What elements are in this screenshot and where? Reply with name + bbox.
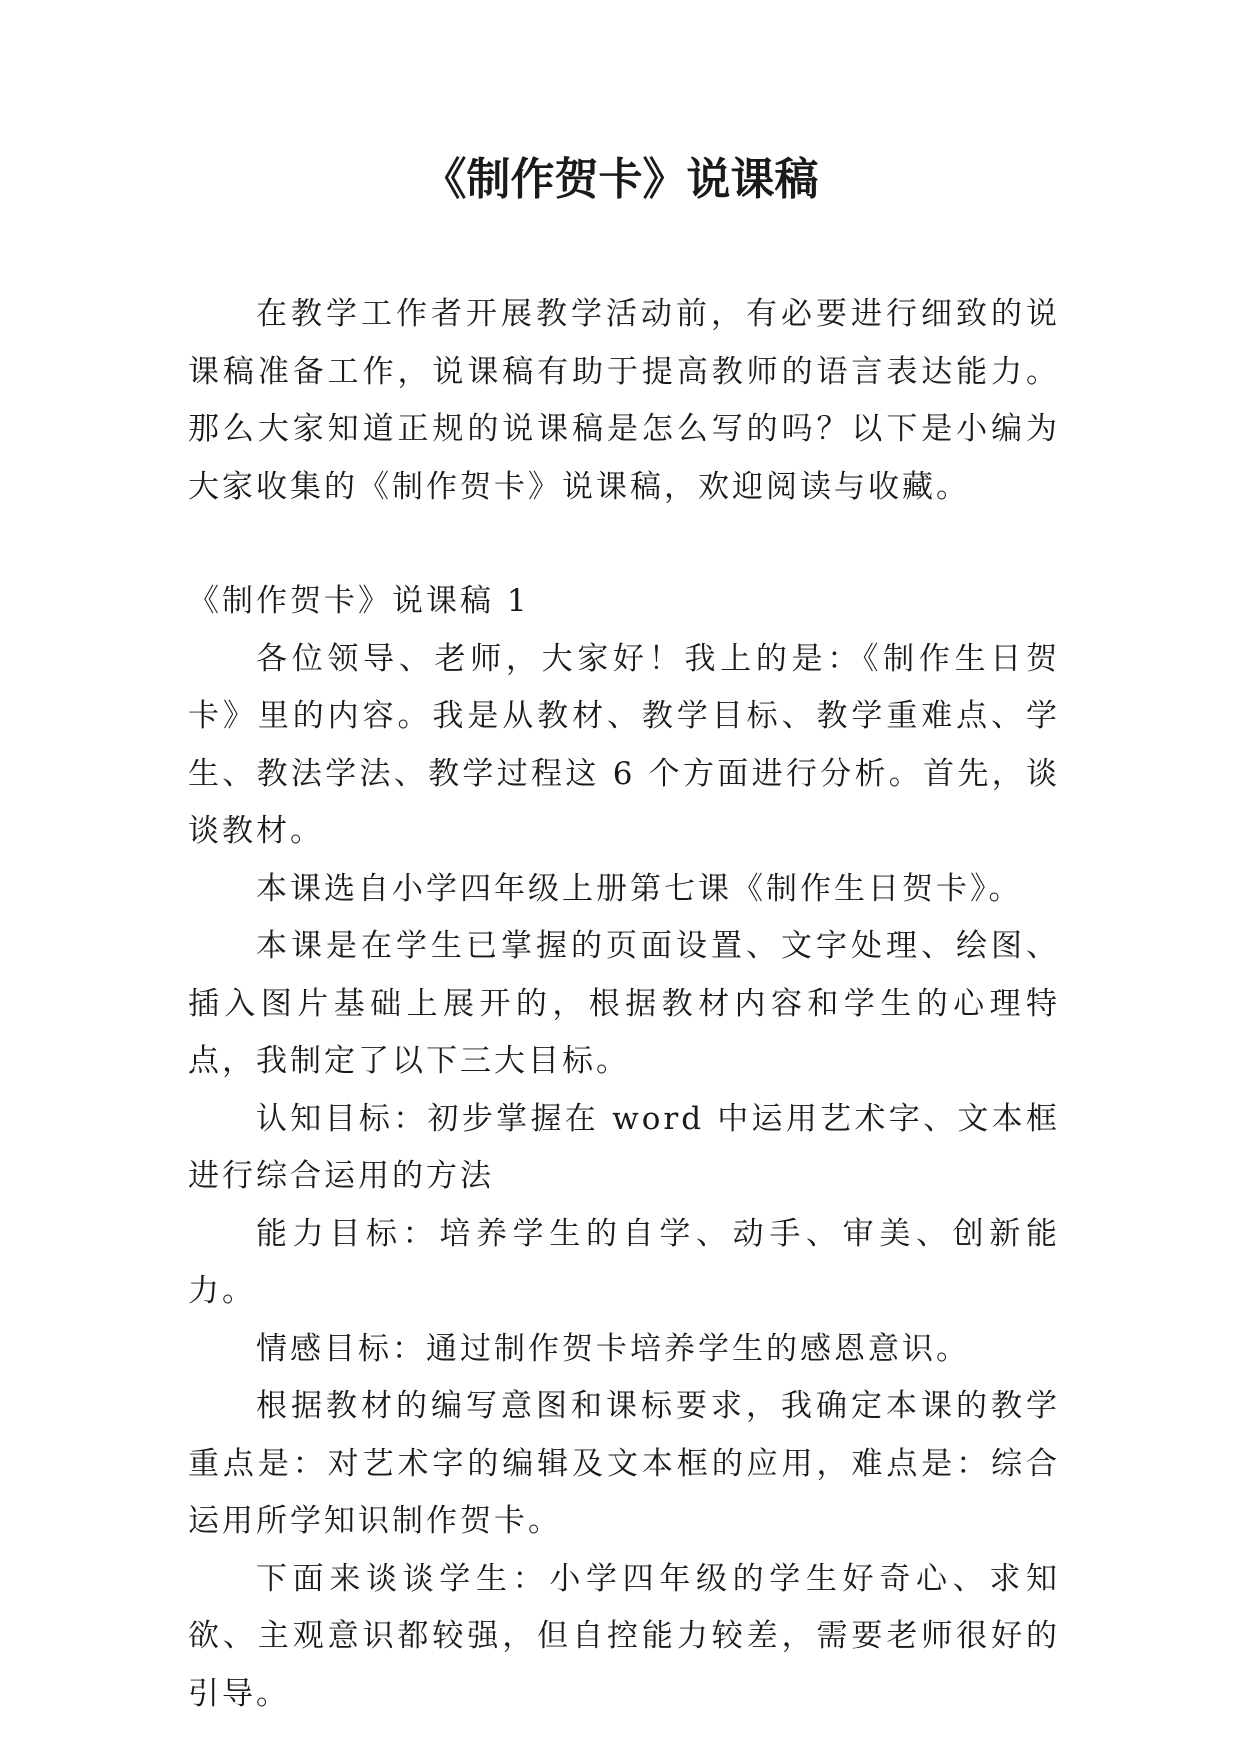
section-heading: 《制作贺卡》说课稿 1 — [188, 583, 530, 619]
body-paragraph: 本课是在学生已掌握的页面设置、文字处理、绘图、插入图片基础上展开的，根据教材内容和学生的心理特点，我制定了以下三大目标。 — [188, 928, 1060, 1079]
body-paragraph: 本课选自小学四年级上册第七课《制作生日贺卡》。 — [256, 870, 1023, 907]
intro-paragraph: 在教学工作者开展教学活动前，有必要进行细致的说课稿准备工作，说课稿有助于提高教师的语言表达能力。那么大家知道正规的说课稿是怎么写的吗？以下是小编为大家收集的《制作贺卡》说课稿，欢迎阅读与收藏。 — [188, 296, 1060, 505]
body-paragraph: 各位领导、老师，大家好！我上的是：《制作生日贺卡》里的内容。我是从教材、教学目标、教学重难点、学生、教法学法、教学过程这 6 个方面进行分析。首先，谈谈教材。 — [188, 640, 1060, 849]
document-title: 《制作贺卡》说课稿 — [422, 154, 819, 205]
body-paragraph: 下面来谈谈学生：小学四年级的学生好奇心、求知欲、主观意识都较强，但自控能力较差，需要老师很好的引导。 — [188, 1560, 1060, 1712]
body-paragraph: 根据教材的编写意图和课标要求，我确定本课的教学重点是：对艺术字的编辑及文本框的应用，难点是：综合运用所学知识制作贺卡。 — [188, 1388, 1060, 1539]
document-body — [188, 286, 1060, 1723]
body-paragraph: 能力目标：培养学生的自学、动手、审美、创新能力。 — [188, 1215, 1060, 1309]
paragraph-spacer — [188, 516, 1060, 573]
body-paragraph: 情感目标：通过制作贺卡培养学生的感恩意识。 — [256, 1330, 970, 1367]
body-paragraph: 认知目标：初步掌握在 word 中运用艺术字、文本框进行综合运用的方法 — [188, 1100, 1060, 1194]
